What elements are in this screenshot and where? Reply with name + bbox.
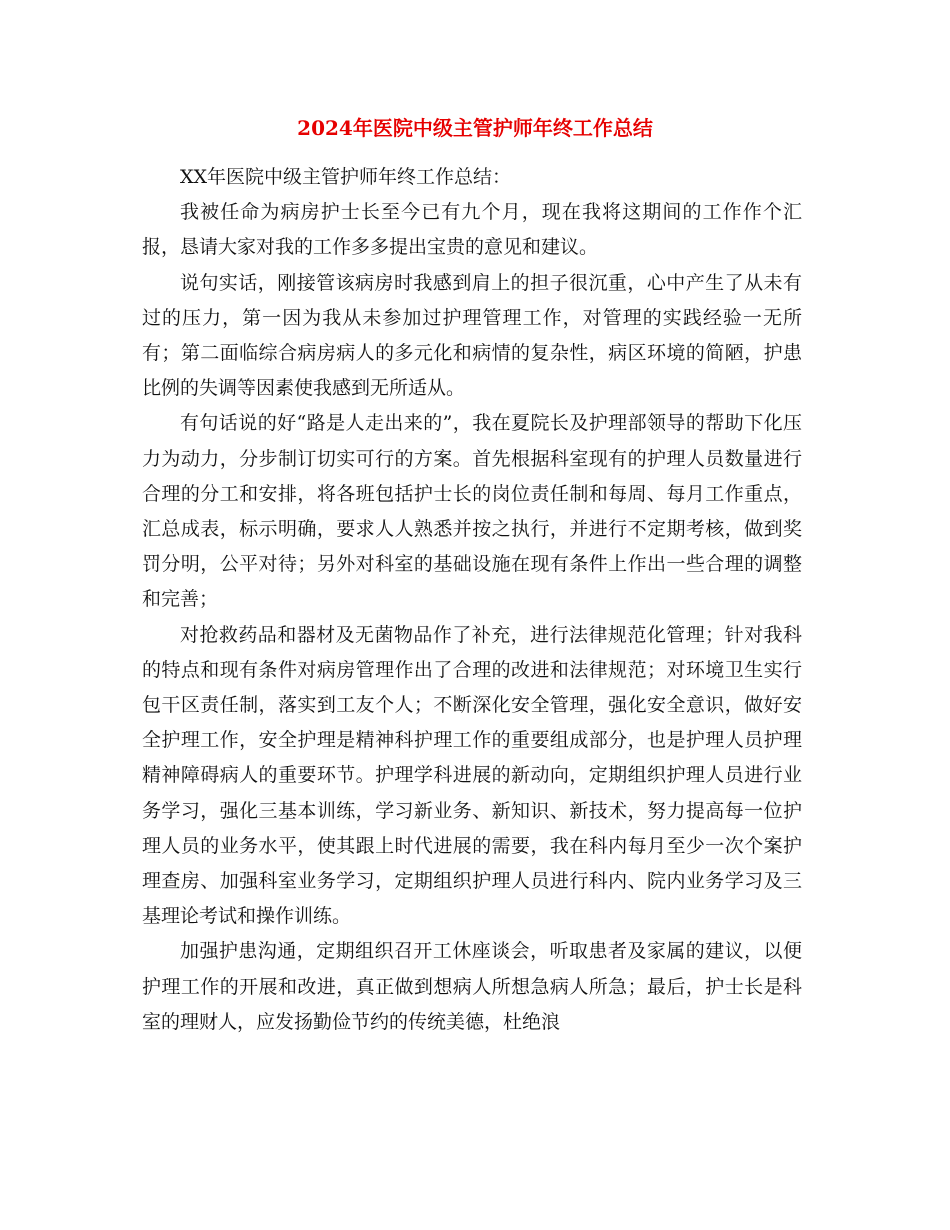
document-body bbox=[142, 160, 802, 1040]
paragraph-salutation: XX年医院中级主管护师年终工作总结： bbox=[180, 166, 512, 188]
paragraph-communication: 加强护患沟通，定期组织召开工休座谈会，听取患者及家属的建议，以便护理工作的开展和改进，真正做到想病人所想急病人所急；最后，护士长是科室的理财人，应发扬勤俭节约的传统美德，杜绝浪 bbox=[142, 940, 802, 1033]
document-title: 2024年医院中级主管护师年终工作总结 bbox=[297, 116, 653, 140]
paragraph-management: 对抢救药品和器材及无菌物品作了补充，进行法律规范化管理；针对我科的特点和现有条件对病房管理作出了合理的改进和法律规范；对环境卫生实行包干区责任制，落实到工友个人；不断深化安全管理，强化安全意识，做好安全护理工作，安全护理是精神科护理工作的重要组成部分，也是护理人员护理精神障碍病人的重要环节。护理学科进展的新动向，定期组织护理人员进行业务学习，强化三基本训练，学习新业务、新知识、新技术，努力提高每一位护理人员的业务水平，使其跟上时代进展的需要，我在科内每月至少一次个案护理查房、加强科室业务学习，定期组织护理人员进行科内、院内业务学习及三基理论考试和操作训练。 bbox=[142, 623, 802, 928]
paragraph-intro: 我被任命为病房护士长至今已有九个月，现在我将这期间的工作作个汇报，恳请大家对我的工作多多提出宝贵的意见和建议。 bbox=[142, 201, 802, 259]
paragraph-pressure: 说句实话，刚接管该病房时我感到肩上的担子很沉重，心中产生了从未有过的压力，第一因为我从未参加过护理管理工作，对管理的实践经验一无所有；第二面临综合病房病人的多元化和病情的复杂性，病区环境的简陋，护患比例的失调等因素使我感到无所适从。 bbox=[142, 271, 802, 400]
paragraph-plan: 有句话说的好“路是人走出来的”，我在夏院长及护理部领导的帮助下化压力为动力，分步制订切实可行的方案。首先根据科室现有的护理人员数量进行合理的分工和安排，将各班包括护士长的岗位责任制和每周、每月工作重点，汇总成表，标示明确，要求人人熟悉并按之执行，并进行不定期考核，做到奖罚分明，公平对待；另外对科室的基础设施在现有条件上作出一些合理的调整和完善； bbox=[142, 412, 802, 611]
